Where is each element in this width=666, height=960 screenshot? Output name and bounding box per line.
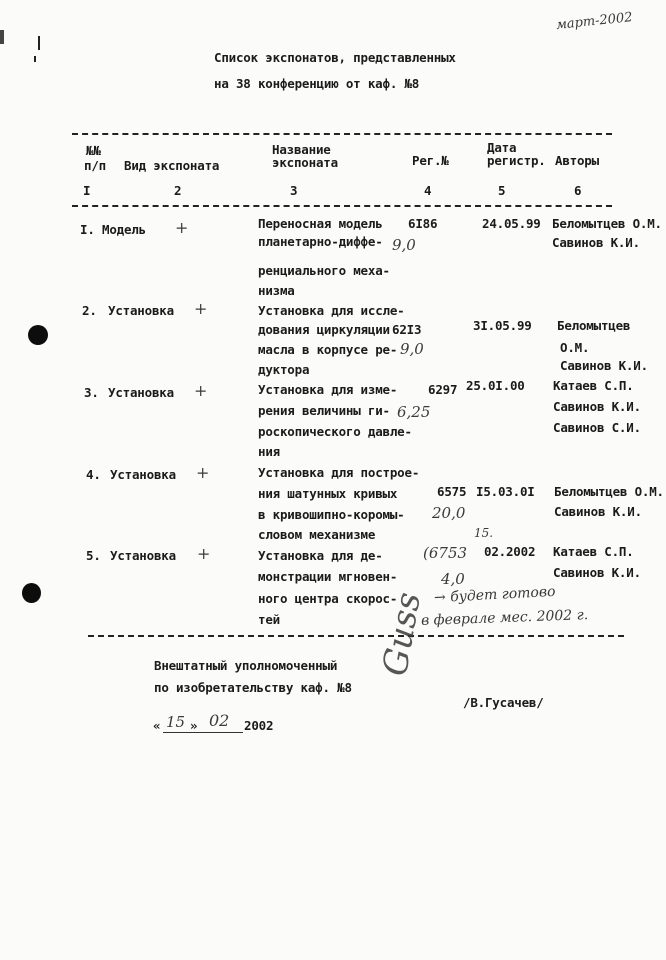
header-number-line1: №№	[86, 143, 101, 158]
table-bottom-rule	[88, 635, 624, 637]
exhibit-name-line: монстрации мгновен-	[258, 569, 398, 584]
author: Савинов К.И.	[554, 504, 642, 519]
exhibit-name-line: ного центра скорос-	[258, 591, 398, 606]
handwritten-value: 6,25	[397, 403, 431, 421]
registration-date: 25.0I.00	[466, 378, 525, 393]
exhibit-name-line: дуктора	[258, 362, 310, 377]
exhibit-type: Установка	[108, 303, 174, 318]
column-number: I	[83, 183, 91, 198]
exhibit-type: Модель	[102, 222, 146, 237]
handwritten-value: 20,0	[432, 504, 466, 522]
handwritten-value: 4,0	[441, 570, 465, 588]
author: О.М.	[560, 340, 590, 355]
handwritten-date-day: 15.	[474, 526, 494, 540]
exhibit-name-line: ния	[258, 444, 280, 459]
handwritten-value: 9,0	[400, 340, 424, 358]
row-number: 2.	[82, 303, 97, 318]
registration-date: 24.05.99	[482, 216, 541, 231]
binder-hole-top	[28, 325, 48, 345]
exhibit-type: Установка	[108, 385, 174, 400]
author: Катаев С.П.	[553, 544, 634, 559]
check-mark: +	[194, 299, 208, 318]
exhibit-name-line: тей	[258, 612, 280, 627]
handwritten-remark-line1: → будет готово	[433, 583, 556, 607]
exhibit-name-line: ренциального меха-	[258, 263, 390, 278]
column-number: 3	[290, 183, 298, 198]
binder-hole-bottom	[22, 583, 41, 603]
row-number: 5.	[86, 548, 101, 563]
author: Савинов С.И.	[553, 420, 641, 435]
row-number: 4.	[86, 467, 101, 482]
column-number: 5	[498, 183, 506, 198]
date-underline	[163, 732, 243, 733]
reg-number: 6I86	[408, 216, 438, 231]
author: Катаев С.П.	[553, 378, 634, 393]
header-date-line2: регистр.	[487, 153, 546, 168]
header-reg-number: Рег.№	[412, 153, 449, 168]
exhibit-name-line: Установка для иссле-	[258, 303, 405, 318]
author: Савинов К.И.	[553, 565, 641, 580]
header-bottom-rule	[72, 205, 612, 207]
date-day: 15	[166, 713, 186, 731]
exhibit-type: Установка	[110, 467, 176, 482]
reg-number: 62I3	[392, 322, 422, 337]
date-close-quote: »	[190, 718, 198, 733]
exhibit-name-line: Установка для изме-	[258, 382, 398, 397]
exhibit-name-line: Установка для де-	[258, 548, 383, 563]
edge-mark	[0, 30, 4, 44]
header-top-rule	[72, 133, 612, 135]
exhibit-name-line: ния шатунных кривых	[258, 486, 398, 501]
handwritten-value: 9,0	[392, 236, 416, 254]
handwritten-remark-line2: в феврале мес. 2002 г.	[420, 607, 589, 629]
registration-date: I5.03.0I	[476, 484, 535, 499]
registration-date: 02.2002	[484, 544, 536, 559]
exhibit-type: Установка	[110, 548, 176, 563]
exhibit-name-line: планетарно-диффе-	[258, 234, 383, 249]
handwritten-date-note: март-2002	[555, 10, 634, 33]
author: Беломытцев	[557, 318, 631, 333]
exhibit-name-line: Установка для построе-	[258, 465, 420, 480]
exhibit-name-line: дования циркуляции	[258, 322, 390, 337]
check-mark: +	[196, 463, 210, 482]
check-mark: +	[175, 218, 189, 237]
exhibit-name-line: рения величины ги-	[258, 403, 390, 418]
row-number: 3.	[84, 385, 99, 400]
signer-role-line2: по изобретательству каф. №8	[154, 680, 352, 695]
header-exhibit-name-line1: Название	[272, 142, 331, 157]
check-mark: +	[194, 381, 208, 400]
document-title-line1: Список экспонатов, представленных	[214, 50, 456, 65]
reg-number: 6297	[428, 382, 458, 397]
check-mark: +	[197, 544, 211, 563]
author: Беломытцев О.М.	[554, 484, 664, 499]
header-date-line1: Дата	[487, 140, 517, 155]
exhibit-name-line: роскопического давле-	[258, 424, 412, 439]
exhibit-name-line: масла в корпусе ре-	[258, 342, 398, 357]
author: Савинов К.И.	[552, 235, 640, 250]
header-exhibit-type: Вид экспоната	[124, 158, 220, 173]
author: Савинов К.И.	[560, 358, 648, 373]
column-number: 4	[424, 183, 432, 198]
row-number: I.	[80, 222, 95, 237]
reg-number: 6575	[437, 484, 467, 499]
exhibit-name-line: в кривошипно-коромы-	[258, 507, 405, 522]
margin-mark	[38, 36, 40, 50]
header-authors: Авторы	[555, 153, 599, 168]
signature: Guss	[375, 589, 429, 679]
column-number: 6	[574, 183, 582, 198]
author: Савинов К.И.	[553, 399, 641, 414]
signer-role-line1: Внештатный уполномоченный	[154, 658, 338, 673]
column-number: 2	[174, 183, 182, 198]
exhibit-name-line: словом механизме	[258, 527, 376, 542]
margin-mark	[34, 56, 36, 62]
header-number-line2: п/п	[84, 158, 106, 173]
exhibit-name-line: низма	[258, 283, 295, 298]
header-exhibit-name-line2: экспоната	[272, 155, 338, 170]
date-month: 02	[209, 711, 230, 730]
author: Беломытцев О.М.	[552, 216, 662, 231]
date-year: 2002	[244, 718, 274, 733]
date-open-quote: «	[153, 718, 161, 733]
signer-name: /В.Гусачев/	[463, 695, 544, 710]
exhibit-name-line: Переносная модель	[258, 216, 383, 231]
registration-date: 3I.05.99	[473, 318, 532, 333]
document-title-line2: на 38 конференцию от каф. №8	[214, 76, 420, 91]
handwritten-reg-number: (6753	[423, 544, 468, 562]
